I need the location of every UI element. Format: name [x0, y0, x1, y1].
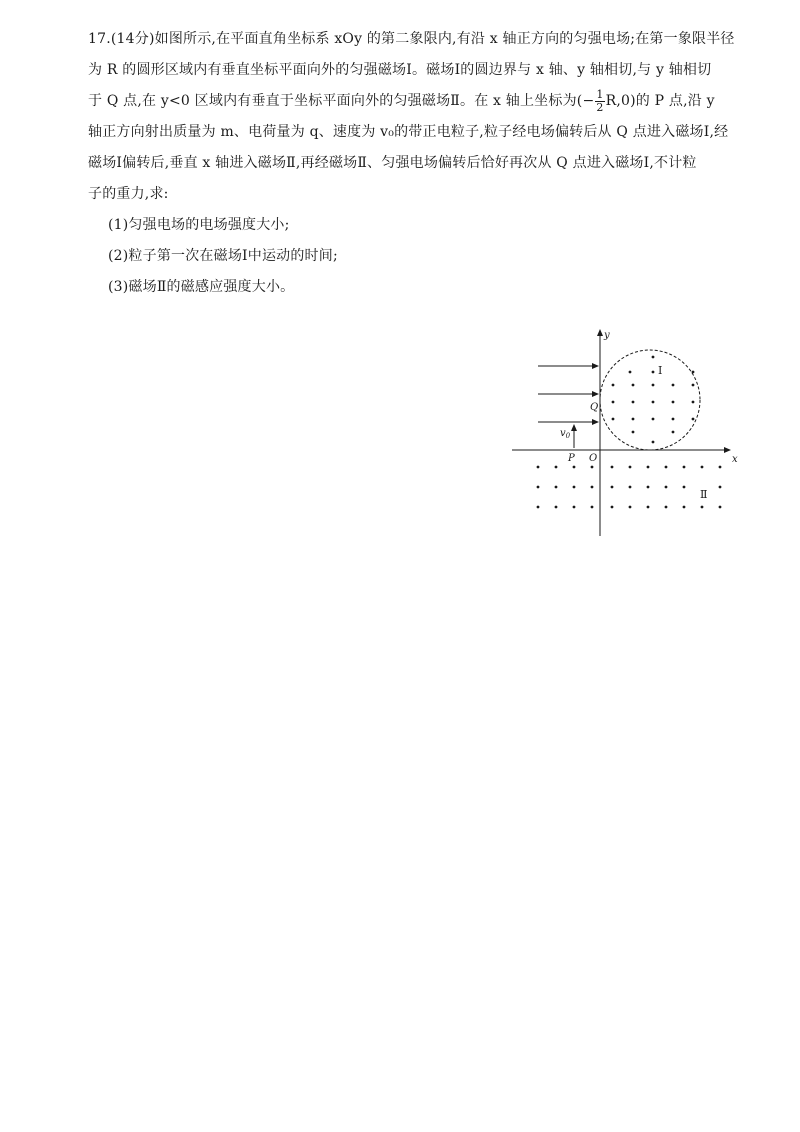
- velocity-label: [560, 428, 571, 440]
- problem-statement: [88, 24, 738, 210]
- field-1-dots: [612, 356, 695, 444]
- question-2: (2)粒子第一次在磁场Ⅰ中运动的时间;: [108, 248, 338, 264]
- fraction-denominator: 2: [596, 100, 604, 114]
- fraction-sign: −: [582, 93, 595, 109]
- physics-figure: [508, 322, 748, 542]
- field-1-label: Ⅰ: [658, 364, 663, 377]
- point-p-label: P: [568, 453, 575, 464]
- question-1: (1)匀强电场的电场强度大小;: [108, 217, 290, 233]
- statement-line-1: 如图所示,在平面直角坐标系 xOy 的第二象限内,有沿 x 轴正方向的匀强电场;在第一象限半径: [154, 31, 735, 47]
- statement-line-3a: 于 Q 点,在 y<0 区域内有垂直于坐标平面向外的匀强磁场Ⅱ。在 x 轴上坐标为(: [88, 93, 583, 109]
- field-1-boundary: [600, 350, 700, 450]
- fraction-numerator: 1: [596, 87, 604, 101]
- velocity-subscript: 0: [565, 432, 571, 440]
- point-q-label: Q: [590, 402, 599, 413]
- velocity-symbol: v: [560, 428, 566, 439]
- problem-score: (14分): [110, 31, 155, 47]
- y-axis-label: y: [604, 330, 610, 341]
- coordinate-diagram: [508, 322, 748, 542]
- origin-label: O: [589, 453, 598, 464]
- statement-line-2: 为 R 的圆形区域内有垂直坐标平面向外的匀强磁场Ⅰ。磁场Ⅰ的圆边界与 x 轴、y 轴相切,与 y 轴相切: [88, 62, 712, 78]
- question-3: (3)磁场Ⅱ的磁感应强度大小。: [108, 279, 295, 295]
- x-axis-label: x: [732, 454, 738, 465]
- statement-line-4: 轴正方向射出质量为 m、电荷量为 q、速度为 v₀的带正电粒子,粒子经电场偏转后从 Q 点进入磁场Ⅰ,经: [88, 124, 729, 140]
- statement-line-5: 磁场Ⅰ偏转后,垂直 x 轴进入磁场Ⅱ,再经磁场Ⅱ、匀强电场偏转后恰好再次从 Q 点进入磁场Ⅰ,不计粒: [88, 155, 697, 171]
- statement-line-3b: R,0)的 P 点,沿 y: [605, 93, 715, 109]
- field-2-dots: [537, 466, 722, 509]
- field-2-label: Ⅱ: [700, 488, 708, 501]
- fraction: [595, 89, 604, 114]
- problem-text: [88, 24, 738, 303]
- problem-number: 17.: [88, 31, 111, 47]
- statement-line-6: 子的重力,求:: [88, 186, 169, 202]
